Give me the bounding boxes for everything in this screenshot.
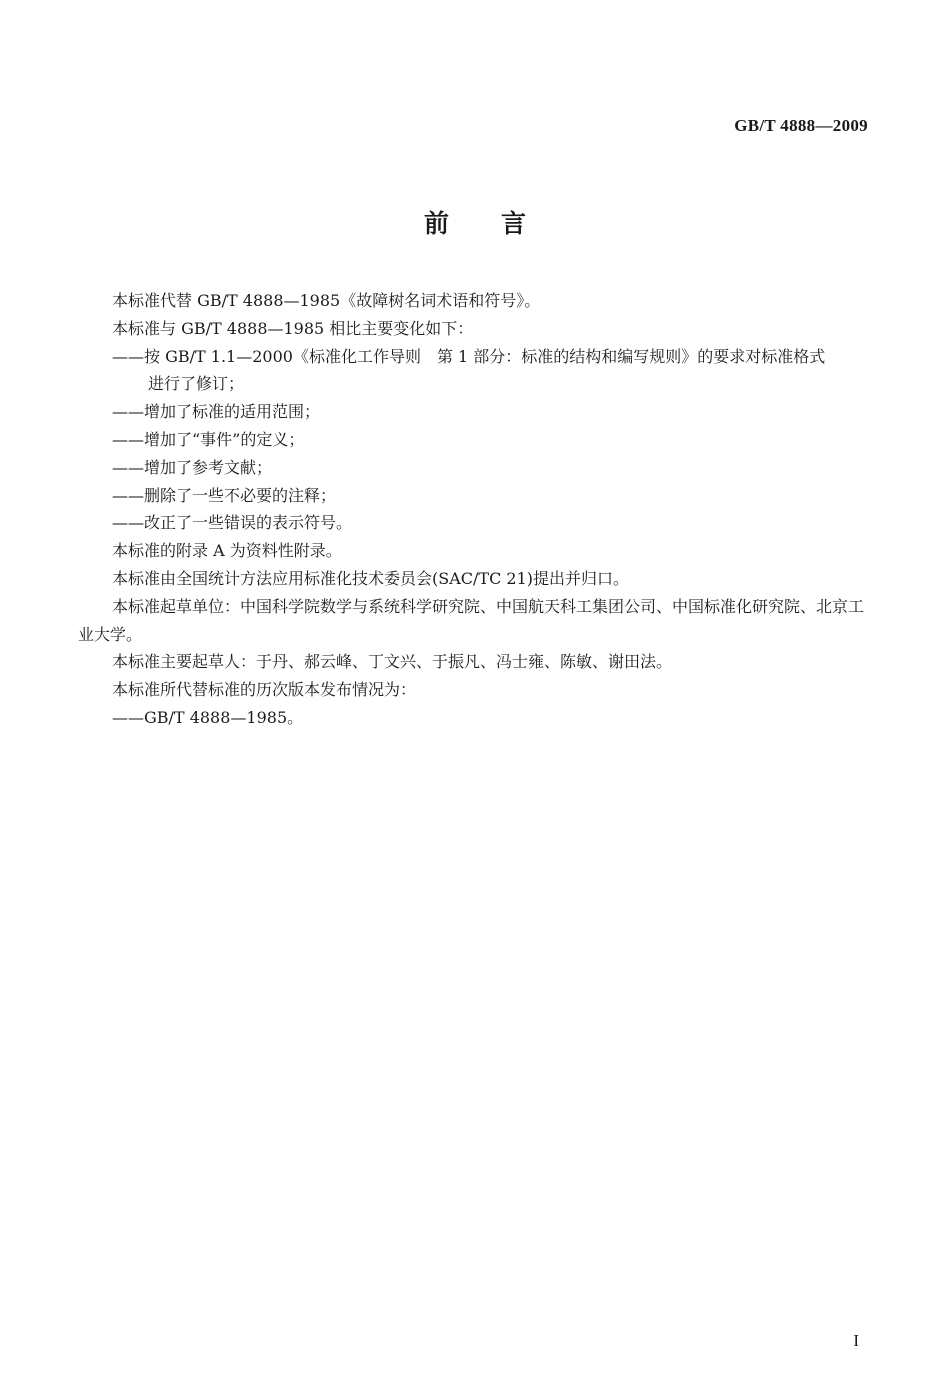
preface-body	[78, 287, 870, 732]
change-item-format-continued: 进行了修订；	[148, 374, 245, 394]
title-part-2: 言	[501, 209, 527, 238]
paragraph-replaces: 本标准代替 GB/T 4888—1985《故障树名词术语和符号》。	[112, 291, 541, 310]
paragraph-annex: 本标准的附录 A 为资料性附录。	[112, 541, 342, 561]
change-item-notes-removed: ——删除了一些不必要的注释；	[112, 485, 337, 505]
paragraph-proposer: 本标准由全国统计方法应用标准化技术委员会(SAC/TC 21)提出并归口。	[112, 568, 629, 588]
change-item-symbols-corrected: ——改正了一些错误的表示符号。	[112, 513, 353, 533]
paragraph-drafting-units: 本标准起草单位：中国科学院数学与系统科学研究院、中国航天科工集团公司、中国标准化研究院、北京工业大学。	[78, 596, 865, 644]
change-item-references: ——增加了参考文献；	[112, 457, 273, 477]
title-part-1: 前	[423, 209, 449, 238]
page-title	[0, 204, 950, 240]
paragraph-history-intro: 本标准所代替标准的历次版本发布情况为：	[112, 680, 417, 700]
page-number: I	[853, 1331, 859, 1350]
change-item-scope: ——增加了标准的适用范围；	[112, 402, 321, 422]
history-item: ——GB/T 4888—1985。	[112, 707, 304, 727]
standard-code: GB/T 4888—2009	[734, 116, 868, 135]
paragraph-changes-intro: 本标准与 GB/T 4888—1985 相比主要变化如下：	[112, 318, 474, 338]
paragraph-drafters: 本标准主要起草人：于丹、郝云峰、丁文兴、于振凡、冯士雍、陈敏、谢田法。	[112, 652, 673, 672]
change-item-format: ——按 GB/T 1.1—2000《标准化工作导则 第 1 部分：标准的结构和编写规则》的要求对标准格式	[112, 346, 826, 366]
change-item-event-definition: ——增加了“事件”的定义；	[112, 429, 305, 449]
